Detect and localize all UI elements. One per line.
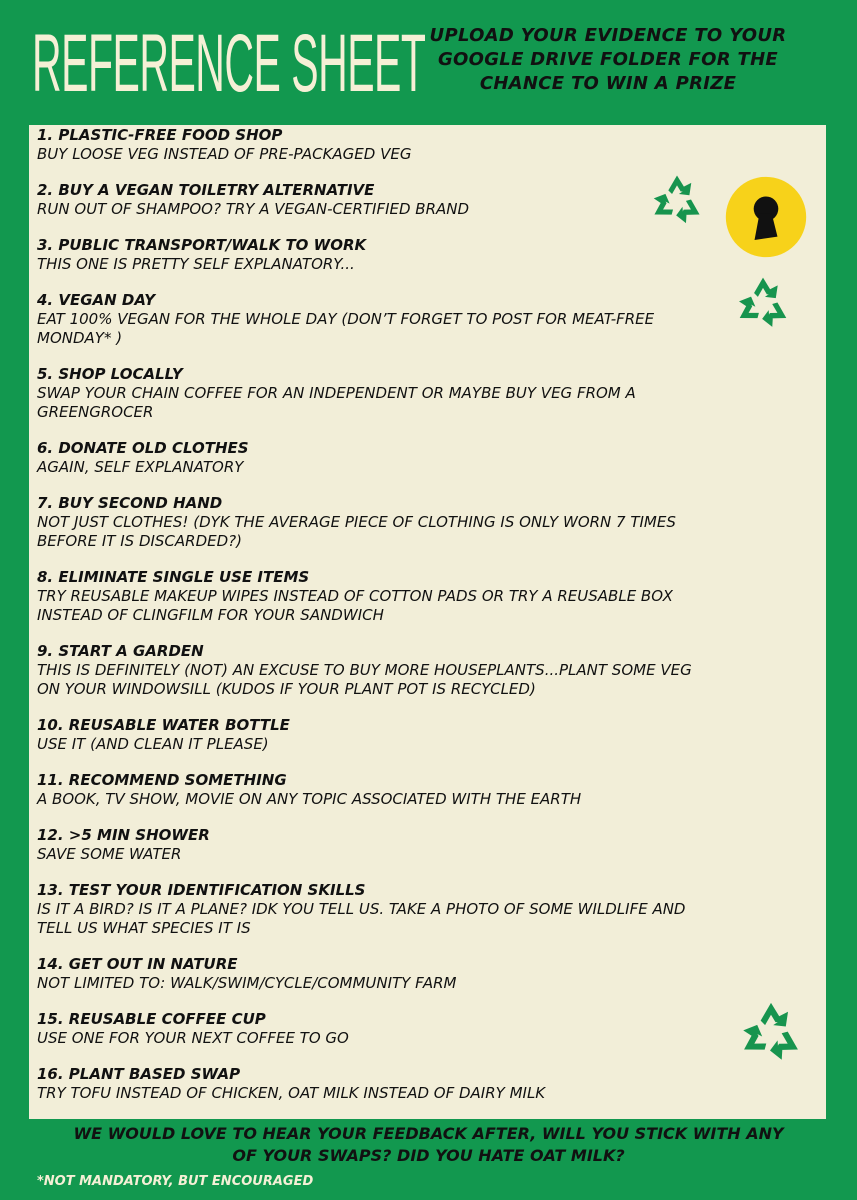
item-title: 13. TEST YOUR IDENTIFICATION SKILLS	[37, 881, 366, 899]
item-description: SWAP YOUR CHAIN COFFEE FOR AN INDEPENDENT OR MAYBE BUY VEG FROM A	[37, 384, 636, 402]
feedback-message	[20, 1123, 837, 1167]
item-description: THIS IS DEFINITELY (NOT) AN EXCUSE TO BUY MORE HOUSEPLANTS...PLANT SOME VEG	[37, 661, 692, 679]
item-description: BUY LOOSE VEG INSTEAD OF PRE-PACKAGED VEG	[37, 145, 412, 163]
item-title: 15. REUSABLE COFFEE CUP	[37, 1010, 266, 1028]
item-description: NOT LIMITED TO: WALK/SWIM/CYCLE/COMMUNITY FARM	[37, 974, 457, 992]
swap-list	[37, 126, 777, 1103]
item-title: 16. PLANT BASED SWAP	[37, 1065, 241, 1083]
recycle-icon	[731, 270, 795, 334]
item-description: USE ONE FOR YOUR NEXT COFFEE TO GO	[37, 1029, 349, 1047]
item-title: 2. BUY A VEGAN TOILETRY ALTERNATIVE	[37, 181, 375, 199]
item-title: 8. ELIMINATE SINGLE USE ITEMS	[37, 568, 310, 586]
reference-panel	[29, 125, 826, 1119]
item-title: 11. RECOMMEND SOMETHING	[37, 771, 287, 789]
list-item	[37, 716, 777, 754]
list-item	[37, 955, 777, 993]
item-title: 3. PUBLIC TRANSPORT/WALK TO WORK	[37, 236, 367, 254]
item-description: IS IT A BIRD? IS IT A PLANE? IDK YOU TELL US. TAKE A PHOTO OF SOME WILDLIFE AND	[37, 900, 686, 918]
item-title: 6. DONATE OLD CLOTHES	[37, 439, 249, 457]
upload-line: UPLOAD YOUR EVIDENCE TO YOUR	[429, 25, 787, 46]
page-title: REFERENCE SHEET	[32, 18, 426, 109]
item-title: 1. PLASTIC-FREE FOOD SHOP	[37, 126, 283, 144]
list-item	[37, 236, 777, 274]
list-item	[37, 642, 777, 699]
upload-line: GOOGLE DRIVE FOLDER FOR THE	[437, 49, 779, 70]
list-item	[37, 568, 777, 625]
item-description: USE IT (AND CLEAN IT PLEASE)	[37, 735, 269, 753]
recycle-icon	[646, 168, 708, 230]
list-item	[37, 771, 777, 809]
item-description: THIS ONE IS PRETTY SELF EXPLANATORY...	[37, 255, 355, 273]
list-item	[37, 494, 777, 551]
item-title: 14. GET OUT IN NATURE	[37, 955, 238, 973]
list-item	[37, 826, 777, 864]
item-description: AGAIN, SELF EXPLANATORY	[37, 458, 244, 476]
item-description: ON YOUR WINDOWSILL (KUDOS IF YOUR PLANT POT IS RECYCLED)	[37, 680, 536, 698]
item-description: NOT JUST CLOTHES! (DYK THE AVERAGE PIECE OF CLOTHING IS ONLY WORN 7 TIMES	[37, 513, 676, 531]
item-title: 7. BUY SECOND HAND	[37, 494, 223, 512]
item-description: A BOOK, TV SHOW, MOVIE ON ANY TOPIC ASSOCIATED WITH THE EARTH	[37, 790, 582, 808]
item-description: RUN OUT OF SHAMPOO? TRY A VEGAN-CERTIFIED BRAND	[37, 200, 470, 218]
item-description: TELL US WHAT SPECIES IT IS	[37, 919, 251, 937]
item-description: TRY REUSABLE MAKEUP WIPES INSTEAD OF COTTON PADS OR TRY A REUSABLE BOX	[37, 587, 673, 605]
item-description: INSTEAD OF CLINGFILM FOR YOUR SANDWICH	[37, 606, 384, 624]
item-description: GREENGROCER	[37, 403, 154, 421]
item-title: 12. >5 MIN SHOWER	[37, 826, 210, 844]
item-description: SAVE SOME WATER	[37, 845, 182, 863]
item-title: 4. VEGAN DAY	[37, 291, 156, 309]
item-description: TRY TOFU INSTEAD OF CHICKEN, OAT MILK INSTEAD OF DAIRY MILK	[37, 1084, 546, 1102]
footnote: *NOT MANDATORY, BUT ENCOURAGED	[37, 1174, 314, 1189]
list-item	[37, 1065, 777, 1103]
item-description: MONDAY* )	[37, 329, 123, 347]
list-item	[37, 881, 777, 938]
list-item	[37, 365, 777, 422]
keyhole-icon	[725, 176, 807, 258]
item-description: BEFORE IT IS DISCARDED?)	[37, 532, 242, 550]
upload-instruction	[392, 24, 824, 96]
upload-line: CHANCE TO WIN A PRIZE	[479, 73, 737, 94]
recycle-icon	[734, 994, 808, 1068]
item-title: 10. REUSABLE WATER BOTTLE	[37, 716, 290, 734]
item-title: 9. START A GARDEN	[37, 642, 204, 660]
feedback-line: WE WOULD LOVE TO HEAR YOUR FEEDBACK AFTER, WILL YOU STICK WITH ANY	[73, 1124, 784, 1143]
item-title: 5. SHOP LOCALLY	[37, 365, 183, 383]
list-item	[37, 1010, 777, 1048]
list-item	[37, 126, 777, 164]
list-item	[37, 291, 777, 348]
feedback-line: OF YOUR SWAPS? DID YOU HATE OAT MILK?	[232, 1146, 625, 1165]
list-item	[37, 439, 777, 477]
item-description: EAT 100% VEGAN FOR THE WHOLE DAY (DON’T FORGET TO POST FOR MEAT-FREE	[37, 310, 655, 328]
